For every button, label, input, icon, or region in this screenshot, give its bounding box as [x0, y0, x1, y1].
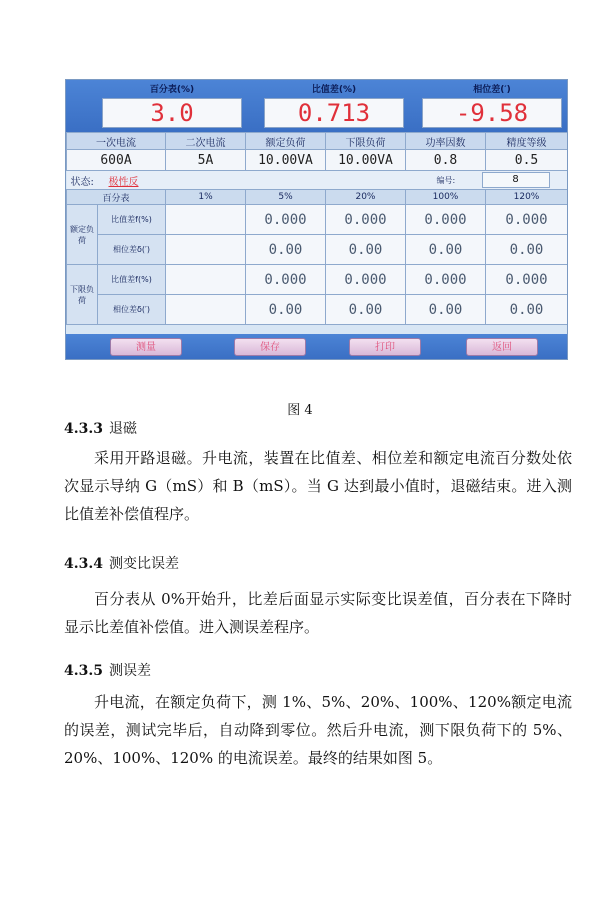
result-cell: 0.00	[486, 295, 568, 325]
readout-ratio-error	[264, 84, 404, 128]
readout-percent-label: 百分表(%)	[149, 85, 195, 95]
param-value[interactable]: 10.00VA	[246, 150, 326, 171]
section-heading	[64, 553, 179, 573]
percent-column: 100%	[406, 190, 486, 205]
result-row	[67, 295, 568, 325]
param-value[interactable]: 600A	[67, 150, 166, 171]
result-cell	[166, 235, 246, 265]
param-header: 额定负荷	[246, 133, 326, 150]
number-label: 编号:	[436, 176, 456, 185]
result-row	[67, 235, 568, 265]
result-cell: 0.00	[246, 295, 326, 325]
param-value[interactable]: 0.5	[486, 150, 568, 171]
readout-percent-value: 3.0	[102, 98, 242, 128]
result-cell: 0.000	[246, 205, 326, 235]
section-paragraph: 升电流，在额定负荷下，测 1%、5%、20%、100%、120%额定电流的误差，测试完毕后，自动降到零位。然后升电流，测下限负荷下的 5%、20%、100%、120% 的电流误差。最终的结果如图 5。	[64, 693, 572, 767]
readout-percent	[102, 84, 242, 128]
result-cell	[166, 295, 246, 325]
result-cell	[166, 205, 246, 235]
result-cell: 0.000	[406, 265, 486, 295]
result-cell: 0.00	[406, 235, 486, 265]
result-cell: 0.00	[326, 235, 406, 265]
parameter-table	[66, 132, 568, 325]
status-label: 状态:	[70, 177, 94, 188]
param-header: 二次电流	[166, 133, 246, 150]
row-label: 比值差f(%)	[98, 205, 166, 235]
section-paragraph: 百分表从 0%开始升，比差后面显示实际变比误差值，百分表在下降时显示比差值补偿值。进入测误差程序。	[64, 590, 572, 636]
result-cell: 0.000	[246, 265, 326, 295]
result-cell: 0.00	[326, 295, 406, 325]
figure-caption: 图 4	[287, 403, 313, 418]
result-cell: 0.000	[406, 205, 486, 235]
save-button[interactable]: 保存	[234, 338, 306, 356]
result-cell: 0.00	[486, 235, 568, 265]
percent-column: 5%	[246, 190, 326, 205]
section-heading	[64, 660, 151, 680]
section-paragraph: 采用开路退磁。升电流，装置在比值差、相位差和额定电流百分数处依次显示导纳 G（mS）和 B（mS）。当 G 达到最小值时，退磁结束。进入测比值差补偿值程序。	[64, 449, 572, 523]
instrument-screenshot	[65, 79, 568, 360]
readout-phase-error-value: -9.58	[422, 98, 562, 128]
percent-header-row	[67, 190, 568, 205]
row-label: 相位差δ(′)	[98, 295, 166, 325]
readout-phase-error-label: 相位差(′)	[473, 85, 511, 95]
button-bar	[66, 334, 567, 359]
percent-column: 120%	[486, 190, 568, 205]
result-cell: 0.000	[326, 205, 406, 235]
param-header-row	[67, 133, 568, 150]
param-header: 下限负荷	[326, 133, 406, 150]
param-value[interactable]: 10.00VA	[326, 150, 406, 171]
number-field[interactable]: 8	[482, 172, 550, 188]
status-row	[67, 171, 568, 190]
result-cell: 0.000	[486, 265, 568, 295]
param-header: 一次电流	[67, 133, 166, 150]
row-label: 比值差f(%)	[98, 265, 166, 295]
section-title: 退磁	[108, 421, 137, 437]
row-label: 相位差δ(′)	[98, 235, 166, 265]
section-number: 4.3.3	[64, 421, 103, 437]
group-label: 额定负荷	[67, 205, 98, 265]
section-title: 测变比误差	[108, 556, 179, 572]
result-row	[67, 265, 568, 295]
param-header: 功率因数	[406, 133, 486, 150]
param-value[interactable]: 0.8	[406, 150, 486, 171]
back-button[interactable]: 返回	[466, 338, 538, 356]
result-cell	[166, 265, 246, 295]
readout-ratio-error-value: 0.713	[264, 98, 404, 128]
percent-header: 百分表	[67, 190, 166, 205]
readout-ratio-error-label: 比值差(%)	[311, 85, 357, 95]
percent-column: 20%	[326, 190, 406, 205]
param-header: 精度等级	[486, 133, 568, 150]
section-title: 测误差	[108, 663, 151, 679]
print-button[interactable]: 打印	[349, 338, 421, 356]
percent-column: 1%	[166, 190, 246, 205]
group-label: 下限负荷	[67, 265, 98, 325]
section-heading	[64, 418, 137, 438]
status-value: 极性反	[108, 177, 139, 188]
result-cell: 0.00	[406, 295, 486, 325]
section-number: 4.3.4	[64, 556, 103, 572]
measure-button[interactable]: 测量	[110, 338, 182, 356]
readout-phase-error	[422, 84, 562, 128]
param-value[interactable]: 5A	[166, 150, 246, 171]
result-row	[67, 205, 568, 235]
result-cell: 0.000	[326, 265, 406, 295]
result-cell: 0.000	[486, 205, 568, 235]
section-number: 4.3.5	[64, 663, 103, 679]
readout-bar	[66, 80, 567, 132]
param-value-row	[67, 150, 568, 171]
result-cell: 0.00	[246, 235, 326, 265]
